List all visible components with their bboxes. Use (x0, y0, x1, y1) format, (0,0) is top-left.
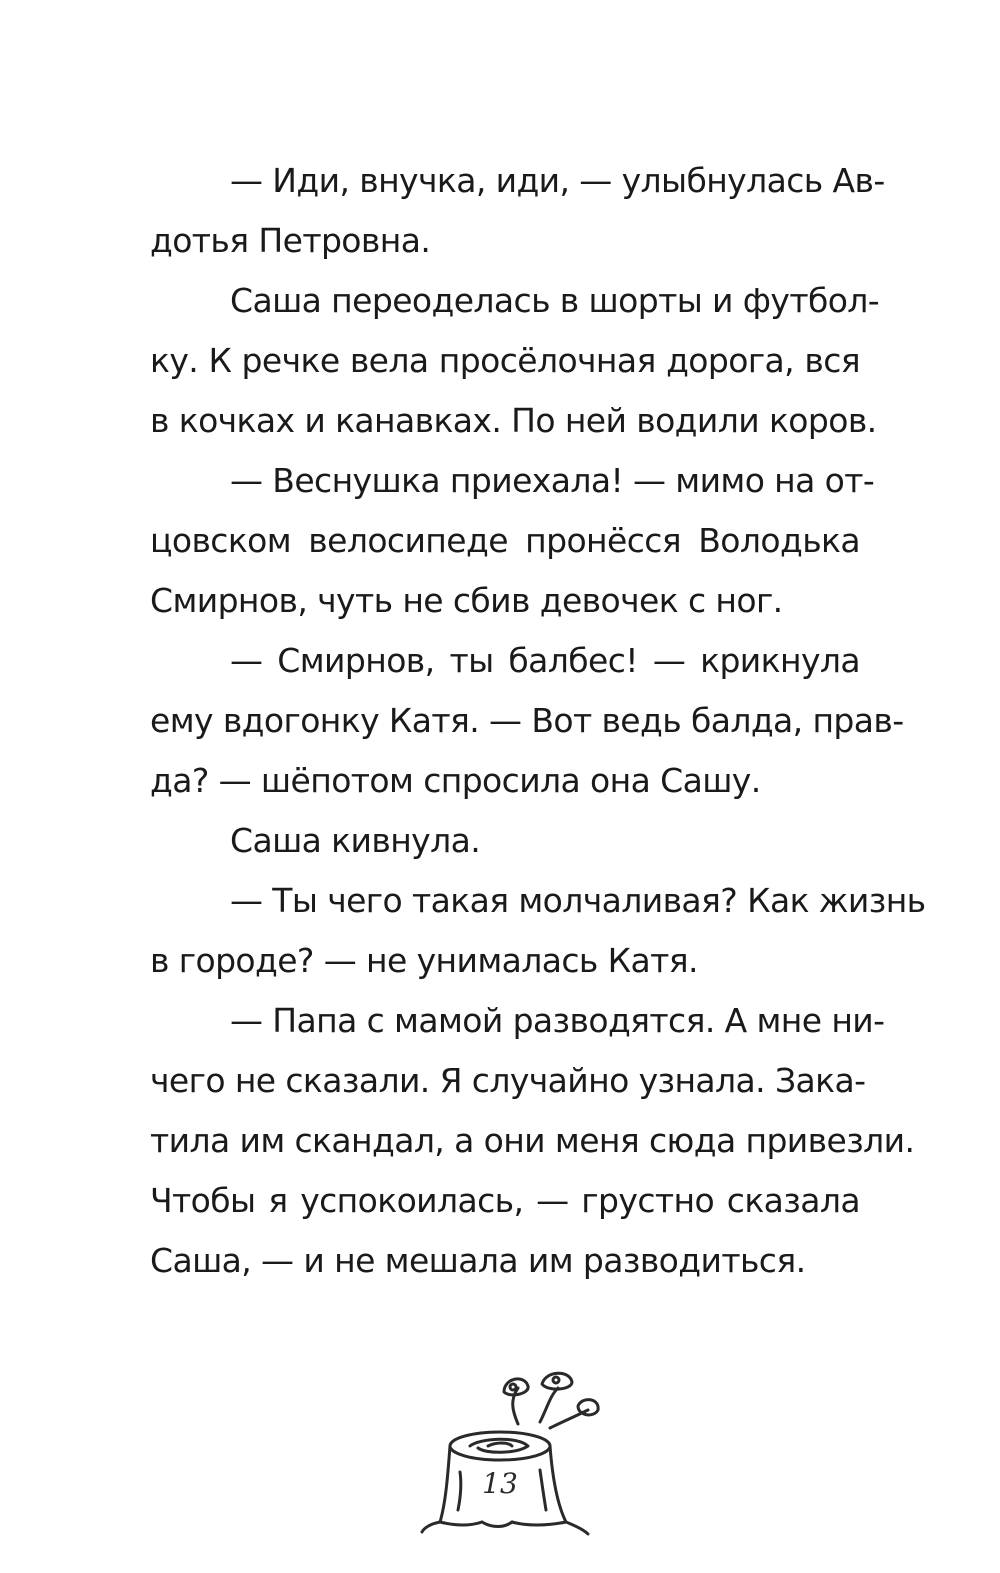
text-line: дотья Петровна. (150, 221, 431, 260)
text-line: тила им скандал, а они меня сюда привезли. (150, 1121, 915, 1160)
text-line: ку. К речке вела просёлочная дорога, вся (150, 341, 860, 380)
text-line: чего не сказали. Я случайно узнала. Зака- (150, 1061, 866, 1100)
text-line: цовском велосипеде пронёсся Володька (150, 521, 860, 560)
text-line: да? — шёпотом спросила она Сашу. (150, 761, 761, 800)
text-line: — Папа с мамой разводятся. А мне ни- (230, 1001, 885, 1040)
text-line: — Иди, внучка, иди, — улыбнулась Ав- (230, 161, 885, 200)
text-line: ему вдогонку Катя. — Вот ведь балда, прав- (150, 701, 904, 740)
text-line: Саша, — и не мешала им разводиться. (150, 1241, 806, 1280)
text-line: Смирнов, чуть не сбив девочек с ног. (150, 581, 783, 620)
text-line: в кочках и канавках. По ней водили коров. (150, 401, 877, 440)
text-line: — Смирнов, ты балбес! — крикнула (230, 641, 860, 680)
page-number: 13 (482, 1467, 518, 1500)
page-footer (400, 1362, 620, 1542)
text-line: в городе? — не унималась Катя. (150, 941, 698, 980)
text-line: Чтобы я успокоилась, — грустно сказала (150, 1181, 860, 1220)
text-line: — Ты чего такая молчаливая? Как жизнь (230, 881, 926, 920)
tree-stump-with-mushrooms-icon (400, 1362, 620, 1542)
text-line: — Веснушка приехала! — мимо на от- (230, 461, 875, 500)
text-line: Саша кивнула. (230, 821, 481, 860)
text-line: Саша переоделась в шорты и футбол- (230, 281, 880, 320)
